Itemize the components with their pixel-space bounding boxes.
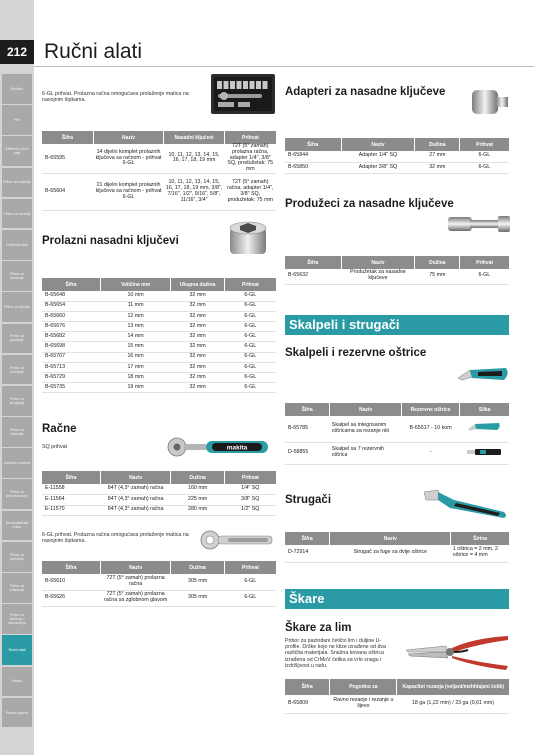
- scrapers-title: Strugači: [285, 494, 332, 506]
- extension-image: [446, 210, 512, 238]
- sidebar-tab[interactable]: Električni ručni alati: [2, 136, 32, 166]
- table-row: D-72914 Strugač za fuge sa dvije oštrice 1 oštrica = 2 mm, 2 oštrice = 4 mm: [285, 545, 509, 562]
- sidebar-tab[interactable]: Ručni alati: [2, 635, 32, 665]
- ratchets-table: [42, 471, 276, 516]
- th-prihvat: Prihvat: [225, 471, 277, 484]
- scalpels-title: Skalpeli i rezervne oštrice: [285, 347, 427, 359]
- table-row: B-65660 12 mm 32 mm 6-GL: [42, 311, 276, 321]
- th-prihvat: Prihvat: [225, 561, 277, 574]
- th-naziv: Naziv: [101, 471, 171, 484]
- th-duzina: Dužina: [171, 471, 225, 484]
- sets-description: 6-GL prihvat. Prolazna račna omogućava prolaženje matica na navojnim šipkama.: [42, 91, 189, 104]
- shears-title: Škare za lim: [285, 622, 352, 634]
- sidebar-tab[interactable]: Pribor za poliranje: [2, 355, 32, 385]
- adapter-image: [466, 84, 512, 120]
- th-prihvat: Prihvat: [460, 256, 509, 269]
- sidebar-tab[interactable]: Električni alat: [2, 230, 32, 260]
- th-pogodno: Pogodno za: [330, 679, 397, 695]
- adapters-table: [285, 138, 509, 174]
- sidebar-tab[interactable]: Pribor za rezanje: [2, 199, 32, 229]
- scrapers-table: [285, 532, 509, 563]
- sidebar-tab[interactable]: Pribor za brušenje: [2, 261, 32, 291]
- sidebar-tab[interactable]: Pribor za glodanje: [2, 324, 32, 354]
- table-row: B-65809 Ravno rezanje i rezanje u lijevo 18 ga (1,22 mm) / 23 ga (0,61 mm): [285, 695, 509, 713]
- ratchet-image: [166, 436, 270, 458]
- table-row: B-65610 72T (5° zamah) prolazna račna 305 mm 6-GL: [42, 574, 276, 590]
- th-velicina: Veličina mm: [101, 278, 171, 291]
- th-prihvat: Prihvat: [224, 131, 276, 144]
- shears-banner: Škare: [285, 589, 509, 609]
- table-row: B-65626 72T (5° zamah) prolazna račna sa zglobnom glavom 305 mm 6-GL: [42, 590, 276, 606]
- sidebar-tab[interactable]: Akumulatorski pribor: [2, 511, 32, 541]
- extensions-table: [285, 256, 509, 285]
- shears-table: [285, 679, 509, 714]
- table-row: D-58855 Skalpel sa 7 rezervnih oštrica -: [285, 442, 509, 464]
- title-divider: [34, 66, 534, 67]
- table-row: B-65595 14 dijelni komplet prolaznih ključeva sa račnom - prihvat 6-GL 10, 11, 12, 13, 14, 15, 16, 17, 18, 19 mm 72T (5° zamah) prolazna račna, adapter 1/4", 3/8" SQ, produžetak: 75 mm: [42, 144, 276, 173]
- ratchets-title: Račne: [42, 423, 77, 435]
- th-sifra: Šifra: [285, 403, 330, 416]
- sidebar-tabs: [2, 74, 32, 729]
- extensions-title: Produžeci za nasadne ključeve: [285, 198, 454, 210]
- sidebar-tab[interactable]: Pribor za obradu: [2, 292, 32, 322]
- table-row: B-65648 10 mm 32 mm 6-GL: [42, 291, 276, 301]
- scraper-image: [420, 486, 512, 520]
- th-sifra: Šifra: [285, 138, 341, 151]
- adapters-title: Adapteri za nasadne ključeve: [285, 86, 446, 98]
- sidebar-tab[interactable]: Pile: [2, 105, 32, 135]
- table-row: E-11564 84T (4,3° zamah) račna 225 mm 3/8" SQ: [42, 495, 276, 506]
- sidebar-tab[interactable]: Pribor za bušenje: [2, 168, 32, 198]
- scalpel-image: [456, 364, 510, 386]
- table-row: B-65632 Produžetak za nasadne ključeve 75 mm 6-GL: [285, 269, 509, 284]
- th-sifra: Šifra: [42, 131, 93, 144]
- table-row: B-65698 15 mm 32 mm 6-GL: [42, 342, 276, 352]
- th-duzina: Dužina: [415, 256, 460, 269]
- th-sifra: Šifra: [42, 471, 101, 484]
- shears-image: [402, 630, 512, 672]
- th-sifra: Šifra: [42, 561, 101, 574]
- sidebar-tab[interactable]: Pribor za čišćenje i održavanje: [2, 604, 32, 634]
- table-row: B-65676 13 mm 32 mm 6-GL: [42, 322, 276, 332]
- table-row: B-65682 14 mm 32 mm 6-GL: [42, 332, 276, 342]
- th-naziv: Naziv: [330, 403, 402, 416]
- sidebar-tab[interactable]: Bušilice: [2, 74, 32, 104]
- sets-table: [42, 131, 276, 211]
- th-prihvat: Prihvat: [460, 138, 509, 151]
- sidebar-tab[interactable]: Pribor za vrtlarenje: [2, 573, 32, 603]
- th-duzina: Dužina: [171, 561, 225, 574]
- scalpel-thumb-icon: [467, 421, 501, 433]
- th-prihvat: Prihvat: [225, 278, 277, 291]
- sidebar-tab[interactable]: Pribor za struganje: [2, 386, 32, 416]
- socket-image: [226, 220, 270, 258]
- ratchet-brand-text: makita: [226, 444, 248, 452]
- sidebar-tab[interactable]: Radna odjeća: [2, 698, 32, 728]
- table-row: B-65604 21 dijelni komplet prolaznih ključeva sa račnom - prihvat 6-GL 10, 11, 12, 13, 14, 15, 16, 17, 18, 19 mm, 3/8", 7/16", 1/2", 9/16", 5/8", 11/16", 3/4" 72T (5° zamah) račna, adapter 1/4", 3/8" SQ, produžetak: 75 mm: [42, 173, 276, 210]
- th-ostrice: Rezervne oštrice: [401, 403, 459, 416]
- table-row: B-65735 19 mm 32 mm 6-GL: [42, 383, 276, 393]
- th-duzina: Dužina: [415, 138, 460, 151]
- th-sirina: Širina: [451, 532, 509, 545]
- scalpels-banner: Skalpeli i strugači: [285, 315, 509, 335]
- sockets-title: Prolazni nasadni ključevi: [42, 235, 179, 247]
- sidebar-tab[interactable]: Zaštitna oprema: [2, 448, 32, 478]
- sidebar-tab[interactable]: Pribor za mjerenje: [2, 542, 32, 572]
- th-naziv: Naziv: [93, 131, 163, 144]
- table-row: B-65844 Adapter 1/4" SQ 27 mm 6-GL: [285, 151, 509, 162]
- th-naziv: Naziv: [341, 138, 415, 151]
- sockets-table: [42, 278, 276, 393]
- th-sifra: Šifra: [42, 278, 101, 291]
- snap-knife-thumb-icon: [466, 447, 502, 457]
- th-sifra: Šifra: [285, 256, 341, 269]
- th-kapacitet: Kapacitet rezanja (veljani/mehhlajani čelik): [397, 679, 509, 695]
- th-duzina: Ukupna dužina: [171, 278, 225, 291]
- ratchets-description: SQ prihvat: [42, 444, 68, 450]
- page-number: 212: [0, 40, 34, 64]
- table-row: B-65713 17 mm 32 mm 6-GL: [42, 362, 276, 372]
- ratchets2-table: [42, 561, 276, 607]
- table-row: E-11570 84T (4,3° zamah) račna 280 mm 1/2" SQ: [42, 505, 276, 516]
- table-row: B-65729 18 mm 32 mm 6-GL: [42, 373, 276, 383]
- page-title: Ručni alati: [44, 40, 143, 63]
- ratchet-flex-image: [200, 526, 274, 554]
- ratchets2-description: 6-GL prihvat. Prolazna račna omogućava prolaženje matica na navojnim šipkama.: [42, 532, 189, 545]
- th-kljucevi: Nasadni ključevi: [164, 131, 225, 144]
- th-sifra: Šifra: [285, 679, 330, 695]
- table-row: B-65785 Skalpel sa integrisanim oštricama za rezanje niti B-65517 - 10 kom: [285, 416, 509, 442]
- shears-description: Pribor za pazindani čelični lim i duljine U-profile. Drške koje ne klize izrađene od dva različita materijala. Snažna kovana oštrica izrađena od CrMoV čelika za vrlo snagu i izdržljivost u radu.: [285, 638, 386, 669]
- th-naziv: Naziv: [341, 256, 415, 269]
- sidebar-tab[interactable]: Ostalo: [2, 667, 32, 697]
- th-sifra: Šifra: [285, 532, 330, 545]
- table-row: B-65850 Adapter 3/8" SQ 32 mm 6-GL: [285, 162, 509, 173]
- sidebar-tab[interactable]: Pribor za pričvršćivanje: [2, 479, 32, 509]
- sidebar-tab[interactable]: Pribor za čišćenje: [2, 417, 32, 447]
- th-naziv: Naziv: [330, 532, 451, 545]
- socket-set-case-image: [210, 72, 276, 116]
- th-naziv: Naziv: [101, 561, 171, 574]
- table-row: B-65654 11 mm 32 mm 6-GL: [42, 301, 276, 311]
- scalpels-table: [285, 403, 509, 465]
- th-slika: Slika: [460, 403, 509, 416]
- table-row: B-65707 16 mm 32 mm 6-GL: [42, 352, 276, 362]
- table-row: E-11558 84T (4,3° zamah) račna 160 mm 1/4" SQ: [42, 484, 276, 495]
